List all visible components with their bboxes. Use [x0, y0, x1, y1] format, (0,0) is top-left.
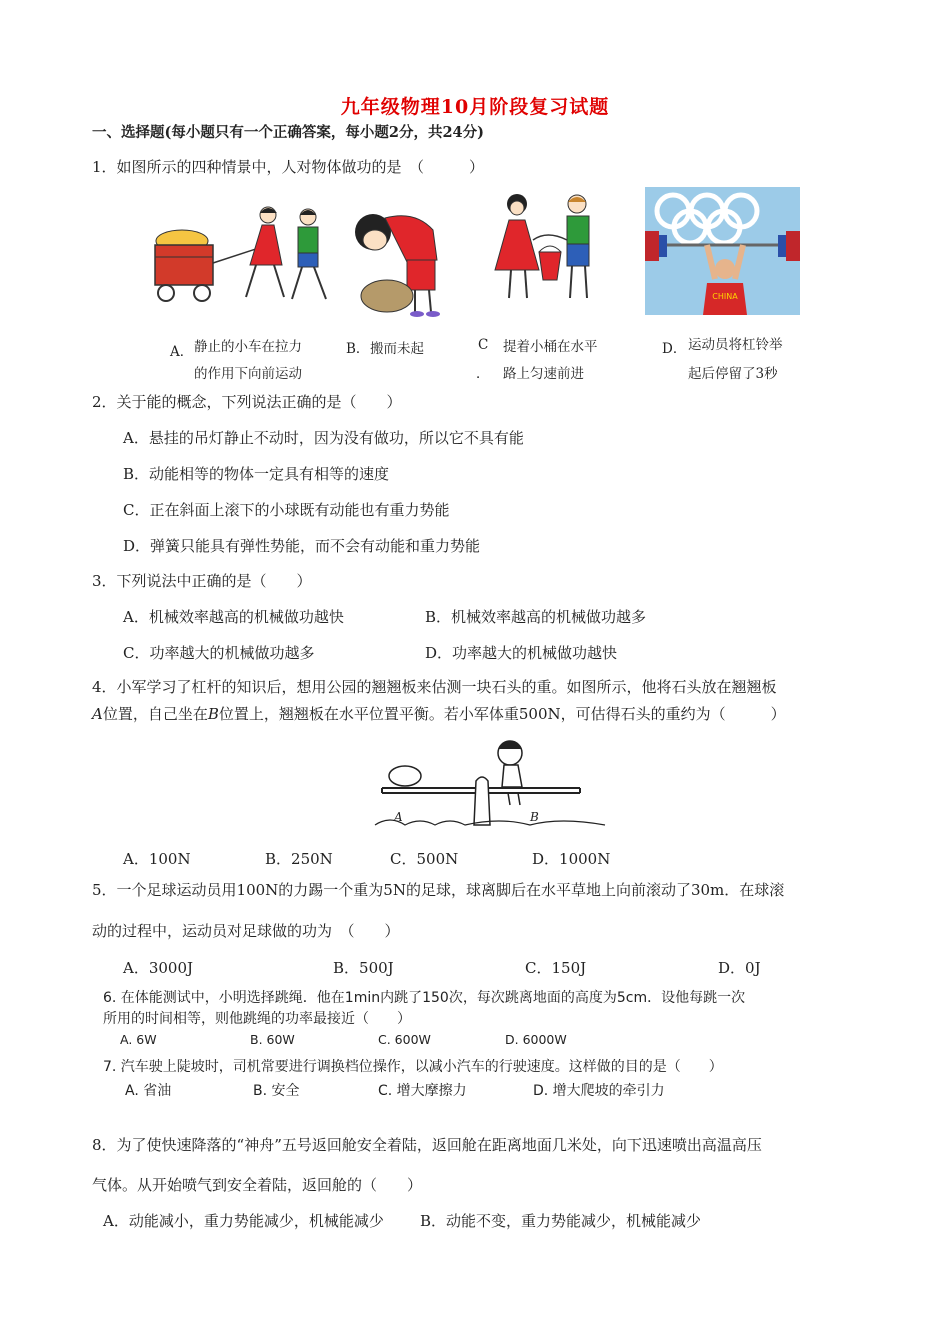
question-6-option-d: D. 6000W	[505, 1032, 567, 1047]
caption-a-line1: 静止的小车在拉力	[194, 339, 302, 355]
caption-b-line1: 搬而未起	[370, 341, 424, 357]
question-4-option-a: A．100N	[123, 850, 191, 868]
question-7-option-a: A. 省油	[125, 1083, 172, 1099]
question-1-stem: 1．如图所示的四种情景中，人对物体做功的是 （ ）	[92, 158, 485, 176]
question-4-line1: 4．小军学习了杠杆的知识后，想用公园的翘翘板来估测一块石头的重。如图所示，他将石头放在翘翘板	[92, 678, 777, 696]
question-5-line1: 5．一个足球运动员用100N的力踢一个重为5N的足球，球离脚后在水平草地上向前滚动了30m．在球滚	[92, 881, 785, 899]
caption-a-letter: A．	[170, 344, 194, 360]
question-6-line1: 6. 在体能测试中，小明选择跳绳．他在1min内跳了150次，每次跳离地面的高度为5cm．设他每跳一次	[103, 990, 746, 1006]
carrying-bucket-illustration	[475, 190, 610, 315]
weightlifter-photo	[645, 187, 800, 315]
caption-d-line1: 运动员将杠铃举	[688, 337, 783, 353]
question-3-option-a: A．机械效率越高的机械做功越快	[123, 608, 344, 626]
question-8-option-b: B．动能不变，重力势能减少，机械能减少	[420, 1212, 702, 1230]
question-2-option-d: D．弹簧只能具有弹性势能，而不会有动能和重力势能	[123, 537, 481, 555]
question-3-option-c: C．功率越大的机械做功越多	[123, 644, 315, 662]
question-8-line1: 8．为了使快速降落的“神舟”五号返回舱安全着陆，返回舱在距离地面几米处，向下迅速喷出高温高压	[92, 1136, 762, 1154]
question-4-option-c: C．500N	[390, 850, 459, 868]
question-7-option-d: D. 增大爬坡的牵引力	[533, 1083, 665, 1099]
question-7-option-c: C. 增大摩擦力	[378, 1083, 467, 1099]
question-7-option-b: B. 安全	[253, 1083, 300, 1099]
question-2-option-a: A．悬挂的吊灯静止不动时，因为没有做功，所以它不具有能	[123, 429, 524, 447]
question-2-stem: 2．关于能的概念，下列说法正确的是（ ）	[92, 393, 402, 411]
question-4-option-b: B．250N	[265, 850, 333, 868]
caption-c-line1: 提着小桶在水平	[503, 339, 598, 355]
seesaw-illustration	[370, 733, 610, 831]
caption-d-letter: D．	[662, 341, 687, 357]
jersey-text: CHINA	[712, 292, 738, 301]
question-8-option-a: A．动能减小，重力势能减少，机械能减少	[103, 1212, 384, 1230]
question-8-line2: 气体。从开始喷气到安全着陆，返回舱的（ ）	[92, 1176, 423, 1194]
page-title: 九年级物理10月阶段复习试题	[340, 96, 610, 118]
seesaw-a-label: A	[394, 810, 403, 824]
caption-c-dot: ．	[476, 366, 490, 382]
caption-d-line2: 起后停留了3秒	[688, 366, 778, 382]
question-3-option-b: B．机械效率越高的机械做功越多	[425, 608, 647, 626]
question-5-option-a: A．3000J	[123, 959, 194, 977]
question-7-stem: 7. 汽车驶上陡坡时，司机常要进行调换档位操作，以减小汽车的行驶速度。这样做的目的是（ ）	[103, 1059, 723, 1075]
seesaw-b-label: B	[530, 810, 539, 824]
caption-c-line2: 路上匀速前进	[503, 366, 584, 382]
section-heading: 一、选择题(每小题只有一个正确答案，每小题2分，共24分)	[92, 124, 484, 141]
caption-a-line2: 的作用下向前运动	[194, 366, 302, 382]
question-5-option-b: B．500J	[333, 959, 394, 977]
question-6-option-b: B. 60W	[250, 1032, 295, 1047]
question-2-option-b: B．动能相等的物体一定具有相等的速度	[123, 465, 390, 483]
caption-b-letter: B．	[346, 341, 370, 357]
position-a-label: A	[92, 705, 103, 723]
question-6-line2: 所用的时间相等，则他跳绳的功率最接近（ ）	[103, 1011, 411, 1027]
question-5-option-d: D．0J	[718, 959, 761, 977]
question-2-option-c: C．正在斜面上滚下的小球既有动能也有重力势能	[123, 501, 450, 519]
question-3-option-d: D．功率越大的机械做功越快	[425, 644, 618, 662]
question-4-line2: A位置，自己坐在B位置上，翘翘板在水平位置平衡。若小军体重500N，可估得石头的重约为（ ）	[92, 705, 786, 723]
question-6-option-a: A. 6W	[120, 1032, 157, 1047]
cart-pulling-illustration	[150, 205, 340, 310]
caption-c-letter: C	[478, 337, 489, 353]
position-b-label: B	[207, 705, 219, 723]
question-4-option-d: D．1000N	[532, 850, 611, 868]
lifting-rock-illustration	[345, 200, 445, 320]
question-5-option-c: C．150J	[525, 959, 587, 977]
question-5-line2: 动的过程中，运动员对足球做的功为 （ ）	[92, 922, 400, 940]
question-3-stem: 3．下列说法中正确的是（ ）	[92, 572, 312, 590]
question-6-option-c: C. 600W	[378, 1032, 431, 1047]
